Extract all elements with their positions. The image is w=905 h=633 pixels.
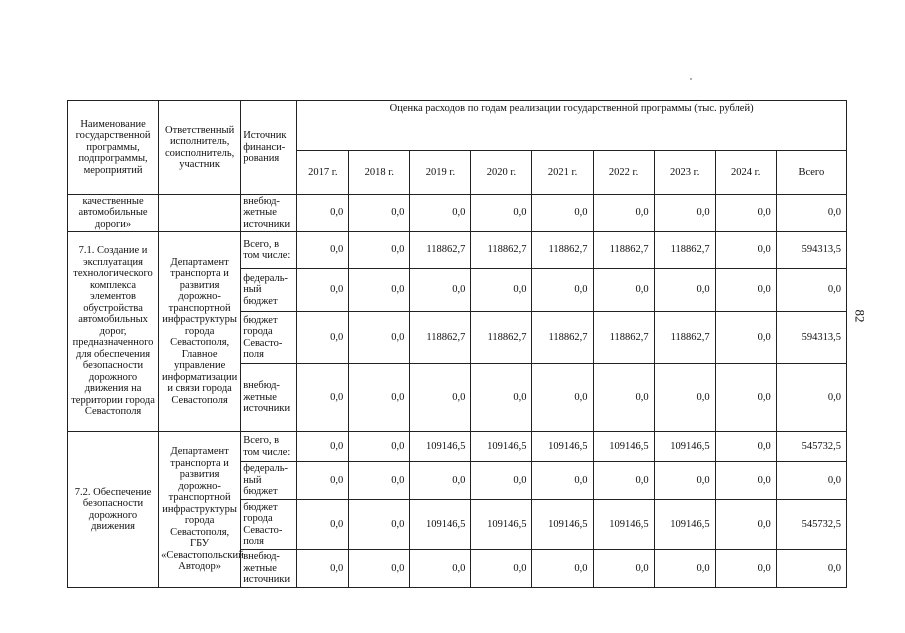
value-cell: 118862,7	[593, 312, 654, 364]
value-cell: 0,0	[410, 462, 471, 500]
year-header: 2017 г.	[297, 151, 349, 195]
source-cell: Всего, в том числе:	[241, 432, 297, 462]
value-cell: 109146,5	[593, 500, 654, 550]
value-cell: 0,0	[715, 432, 776, 462]
value-cell: 0,0	[776, 364, 846, 432]
year-header: 2022 г.	[593, 151, 654, 195]
value-cell: 118862,7	[654, 232, 715, 269]
g1-row	[68, 232, 847, 269]
value-cell: 0,0	[297, 364, 349, 432]
source-cell: внебюд-жетные источники	[241, 364, 297, 432]
value-cell: 0,0	[654, 462, 715, 500]
value-cell: 0,0	[297, 550, 349, 588]
value-cell: 0,0	[349, 500, 410, 550]
value-cell: 109146,5	[471, 500, 532, 550]
value-cell: 0,0	[349, 195, 410, 232]
value-cell: 0,0	[532, 269, 593, 312]
header-row	[68, 101, 847, 151]
value-cell: 0,0	[297, 195, 349, 232]
value-cell: 0,0	[593, 550, 654, 588]
value-cell: 118862,7	[471, 312, 532, 364]
year-header: 2018 г.	[349, 151, 410, 195]
value-cell: 118862,7	[532, 312, 593, 364]
value-cell: 109146,5	[410, 432, 471, 462]
value-cell: 0,0	[593, 269, 654, 312]
value-cell: 0,0	[776, 269, 846, 312]
value-cell: 0,0	[471, 364, 532, 432]
value-cell: 0,0	[715, 195, 776, 232]
responsible-cell	[159, 195, 241, 232]
value-cell: 0,0	[593, 195, 654, 232]
responsible-cell: Департамент транспорта и развития дорожно-транспортной инфраструктуры города Севастополя, Главное управление информатизации и связи города Севастополя	[159, 232, 241, 432]
header-responsible: Ответственный исполнитель, соисполнитель, участник	[159, 101, 241, 195]
expenditure-table	[67, 100, 847, 588]
measure-name: 7.2. Обеспечение безопасности дорожного движения	[68, 432, 159, 588]
value-cell: 118862,7	[410, 232, 471, 269]
value-cell: 0,0	[349, 462, 410, 500]
value-cell: 0,0	[349, 232, 410, 269]
source-cell: бюджет города Севасто-поля	[241, 500, 297, 550]
header-source: Источник финанси-рования	[241, 101, 297, 195]
value-cell: 0,0	[532, 195, 593, 232]
value-cell: 0,0	[532, 462, 593, 500]
source-cell: бюджет города Севасто-поля	[241, 312, 297, 364]
value-cell: 118862,7	[532, 232, 593, 269]
value-cell: 109146,5	[532, 500, 593, 550]
year-header: 2020 г.	[471, 151, 532, 195]
year-header: Всего	[776, 151, 846, 195]
value-cell: 0,0	[654, 195, 715, 232]
value-cell: 0,0	[776, 550, 846, 588]
measure-name: 7.1. Создание и эксплуатация технологического комплекса элементов обустройства автомобильных дорог, предназначенного для обеспечения безопасности дорожного движения на территории города Севастополя	[68, 232, 159, 432]
value-cell: 0,0	[715, 364, 776, 432]
value-cell: 0,0	[349, 550, 410, 588]
value-cell: 545732,5	[776, 500, 846, 550]
value-cell: 0,0	[715, 232, 776, 269]
value-cell: 0,0	[297, 500, 349, 550]
value-cell: 0,0	[715, 312, 776, 364]
source-cell: внебюд-жетные источники	[241, 550, 297, 588]
value-cell: 0,0	[297, 269, 349, 312]
year-header: 2023 г.	[654, 151, 715, 195]
source-cell: внебюд-жетные источники	[241, 195, 297, 232]
scan-speck	[690, 78, 692, 80]
value-cell: 0,0	[349, 364, 410, 432]
value-cell: 118862,7	[654, 312, 715, 364]
value-cell: 0,0	[593, 364, 654, 432]
value-cell: 0,0	[471, 269, 532, 312]
value-cell: 0,0	[410, 195, 471, 232]
value-cell: 594313,5	[776, 312, 846, 364]
value-cell: 0,0	[654, 269, 715, 312]
value-cell: 0,0	[471, 550, 532, 588]
measure-name: качественные автомобильные дороги»	[68, 195, 159, 232]
source-cell: федераль-ный бюджет	[241, 462, 297, 500]
source-cell: федераль-ный бюджет	[241, 269, 297, 312]
responsible-cell: Департамент транспорта и развития дорожно-транспортной инфраструктуры города Севастополя, ГБУ «Севастопольский Автодор»	[159, 432, 241, 588]
value-cell: 109146,5	[471, 432, 532, 462]
header-name: Наименование государственной программы, подпрограммы, мероприятий	[68, 101, 159, 195]
value-cell: 0,0	[776, 462, 846, 500]
value-cell: 109146,5	[654, 500, 715, 550]
value-cell: 0,0	[297, 432, 349, 462]
value-cell: 118862,7	[471, 232, 532, 269]
value-cell: 0,0	[410, 269, 471, 312]
value-cell: 0,0	[654, 550, 715, 588]
value-cell: 0,0	[297, 232, 349, 269]
value-cell: 0,0	[654, 364, 715, 432]
row0	[68, 195, 847, 232]
value-cell: 0,0	[410, 550, 471, 588]
source-cell: Всего, в том числе:	[241, 232, 297, 269]
value-cell: 0,0	[593, 462, 654, 500]
value-cell: 0,0	[297, 462, 349, 500]
value-cell: 109146,5	[654, 432, 715, 462]
header-estimate: Оценка расходов по годам реализации государственной программы (тыс. рублей)	[297, 101, 847, 151]
value-cell: 545732,5	[776, 432, 846, 462]
value-cell: 0,0	[532, 364, 593, 432]
year-header: 2021 г.	[532, 151, 593, 195]
value-cell: 0,0	[715, 269, 776, 312]
value-cell: 118862,7	[410, 312, 471, 364]
value-cell: 0,0	[349, 432, 410, 462]
value-cell: 0,0	[715, 550, 776, 588]
year-header: 2019 г.	[410, 151, 471, 195]
value-cell: 0,0	[715, 500, 776, 550]
value-cell: 109146,5	[532, 432, 593, 462]
value-cell: 118862,7	[593, 232, 654, 269]
value-cell: 0,0	[410, 364, 471, 432]
value-cell: 0,0	[715, 462, 776, 500]
value-cell: 0,0	[349, 312, 410, 364]
value-cell: 0,0	[297, 312, 349, 364]
value-cell: 594313,5	[776, 232, 846, 269]
value-cell: 0,0	[776, 195, 846, 232]
value-cell: 109146,5	[410, 500, 471, 550]
page-number: 82	[852, 309, 868, 323]
value-cell: 0,0	[349, 269, 410, 312]
value-cell: 0,0	[532, 550, 593, 588]
value-cell: 0,0	[471, 462, 532, 500]
year-header: 2024 г.	[715, 151, 776, 195]
value-cell: 0,0	[471, 195, 532, 232]
g2-row	[68, 432, 847, 462]
value-cell: 109146,5	[593, 432, 654, 462]
